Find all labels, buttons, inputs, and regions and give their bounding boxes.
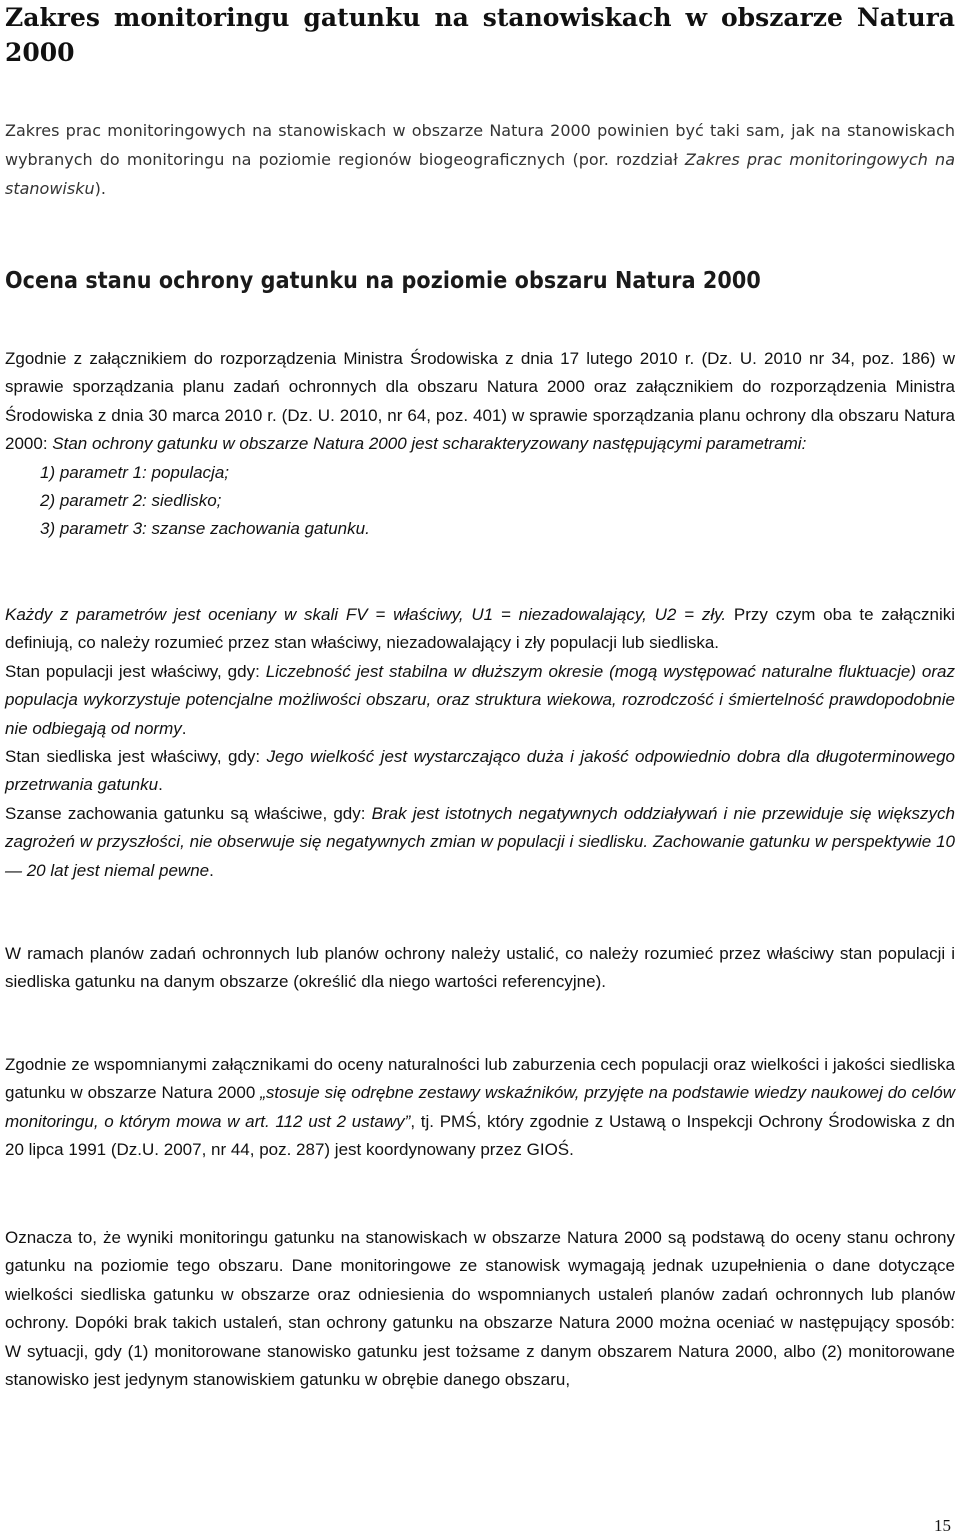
definitions-block xyxy=(5,601,955,885)
page-number: 15 xyxy=(934,1516,951,1535)
prospects-paragraph xyxy=(5,800,955,885)
assessment-block xyxy=(5,345,955,544)
population-text: Stan populacji jest właściwy, gdy: xyxy=(5,661,266,681)
population-italic: Liczebność jest stabilna w dłuższym okresie (mogą występować naturalne fluktuacje) oraz populacja wykorzystuje potencjalne możliwości obszaru, oraz struktura wiekowa, rozrodczość i śmiertelność prawdopodobnie nie odbiegają od normy xyxy=(5,661,955,738)
list-item: 3) parametr 3: szanse zachowania gatunku. xyxy=(40,519,370,539)
population-tail: . xyxy=(181,718,187,738)
intro-text: Zakres prac monitoringowych na stanowiskach w obszarze Natura 2000 powinien być taki sam, jak na stanowiskach wybranych do monitoringu na poziomie regionów biogeograficznych (por. rozdział xyxy=(5,121,955,169)
plans-paragraph: W ramach planów zadań ochronnych lub planów ochrony należy ustalić, co należy rozumieć przez właściwy stan populacji i siedliska gatunku na danym obszarze (określić dla niego wartości referencyjne). xyxy=(5,944,955,992)
subsection-heading: Ocena stanu ochrony gatunku na poziomie obszaru Natura 2000 xyxy=(5,268,761,294)
habitat-text: Stan siedliska jest właściwy, gdy: xyxy=(5,747,267,767)
scale-italic: Każdy z parametrów jest oceniany w skali FV = właściwy, U1 = niezadowalający, U2 = zły. xyxy=(5,605,727,624)
habitat-paragraph xyxy=(5,743,955,800)
habitat-italic: Jego wielkość jest wystarczająco duża i jakość odpowiednio dobra dla długoterminowego przetrwania gatunku xyxy=(5,747,955,795)
prospects-text: Szanse zachowania gatunku są właściwe, gdy: xyxy=(5,803,372,823)
intro-italic-reference: Zakres prac monitoringowych na stanowisku xyxy=(5,150,956,198)
prospects-tail: . xyxy=(209,860,214,880)
regulation-text: Zgodnie z załącznikiem do rozporządzenia Ministra Środowiska z dnia 17 lutego 2010 r. (Dz. U. 2010 nr 34, poz. 186) w sprawie sporządzania planu zadań ochronnych dla obszaru Natura 2000 oraz załącznikiem do rozporządzenia Ministra Środowiska z dnia 30 marca 2010 r. (Dz. U. 2010, nr 64, poz. 401) w sprawie sporządzania planu ochrony dla obszaru Natura 2000: xyxy=(5,349,955,454)
regulation-paragraph xyxy=(5,345,955,459)
indicators-italic: „stosuje się odrębne zestawy wskaźników, przyjęte na podstawie wiedzy naukowej do celów monitoringu, o którym mowa w art. 112 ust 2 ustawy” xyxy=(5,1083,955,1131)
habitat-tail: . xyxy=(158,775,163,795)
scale-paragraph xyxy=(5,601,955,658)
intro-tail: ). xyxy=(94,179,106,198)
parameter-list xyxy=(5,459,955,544)
indicators-text: Zgodnie ze wspomnianymi załącznikami do oceny naturalności lub zaburzenia cech populacji oraz wielkości i jakości siedliska gatunku w obszarze Natura 2000 xyxy=(5,1055,955,1103)
list-item: 1) parametr 1: populacja; xyxy=(40,462,229,482)
prospects-italic: Brak jest istotnych negatywnych oddziaływań i nie przewiduje się większych zagrożeń w przyszłości, nie obserwuje się negatywnych zmian w populacji i siedlisku. Zachowanie gatunku w perspektywie 10 — 20 lat jest niemal pewne xyxy=(5,803,955,880)
list-item: 2) parametr 2: siedlisko; xyxy=(40,491,222,511)
population-paragraph xyxy=(5,658,955,743)
indicators-paragraph xyxy=(5,1051,955,1165)
indicators-tail: , tj. PMŚ, który zgodnie z Ustawą o Inspekcji Ochrony Środowiska z dn 20 lipca 1991 (Dz.U. 2007, nr 44, poz. 287) jest koordynowany przez GIOŚ. xyxy=(5,1111,955,1160)
scale-text: Przy czym oba te załączniki definiują, co należy rozumieć przez stan właściwy, niezadowalający i zły populacji lub siedliska. xyxy=(5,605,956,653)
regulation-italic: Stan ochrony gatunku w obszarze Natura 2000 jest scharakteryzowany następującymi parametrami: xyxy=(52,434,807,454)
section-heading: Zakres monitoringu gatunku na stanowiskach w obszarze Natura 2000 xyxy=(5,3,955,67)
intro-paragraph xyxy=(5,116,955,203)
conclusion-paragraph: Oznacza to, że wyniki monitoringu gatunku na stanowiskach w obszarze Natura 2000 są podstawą do oceny stanu ochrony gatunku na poziomie tego obszaru. Dane monitoringowe ze stanowisk wymagają jednak uzupełnienia o dane dotyczące wielkości siedliska gatunku w obszarze oraz odniesienia do wspomnianych ustaleń planów zadań ochronnych lub planów ochrony. Dopóki brak takich ustaleń, stan ochrony gatunku na obszarze Natura 2000 można oceniać w następujący sposób: W sytuacji, gdy (1) monitorowane stanowisko gatunku jest tożsame z danym obszarem Natura 2000, albo (2) monitorowane stanowisko jest jedynym stanowiskiem gatunku w obrębie danego obszaru, xyxy=(5,1228,955,1390)
